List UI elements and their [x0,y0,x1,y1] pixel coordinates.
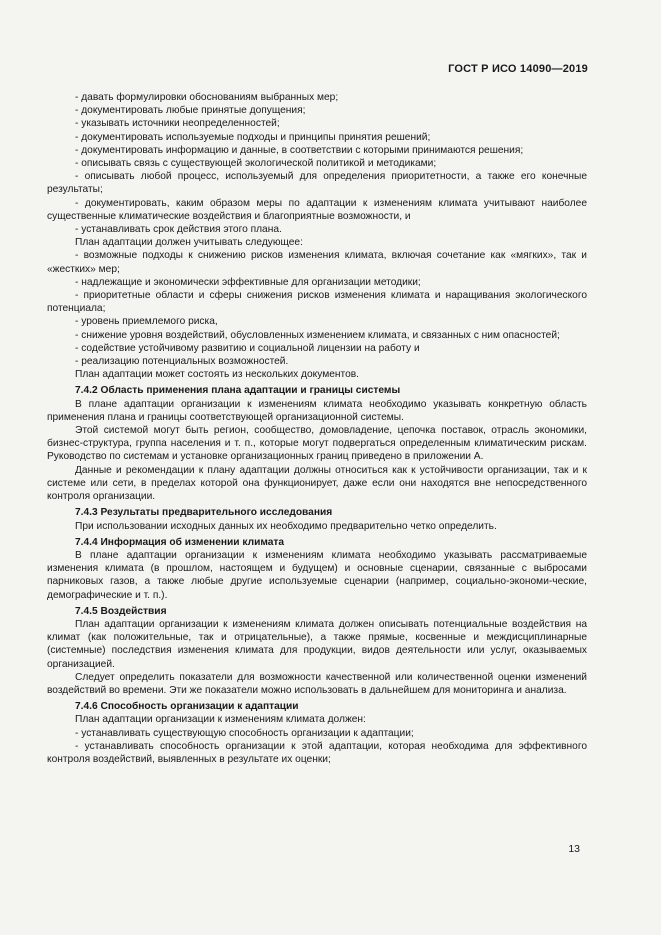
list-item: - давать формулировки обоснованиям выбранных мер; [75,92,339,103]
list-item: - описывать связь с существующей экологической политикой и методиками; [75,158,437,170]
list-item: - устанавливать существующую способность организации к адаптации; [75,727,414,739]
list-item: - возможные подходы к снижению рисков изменения климата, включая сочетание как «мягких», так и «жестких» мер; [47,250,587,275]
paragraph: В плане адаптации организации к изменениям климата необходимо указывать рассматриваемые изменения климата (в прошлом, настоящем и будущем) и основные сценарии, связанные с выбросами парниковых газов, а также любые другие используемые сценарии (например, социально-экономи-ческие, демографические и т. п.). [47,549,587,601]
list-item: - документировать, каким образом меры по адаптации к изменениям климата учитывают наиболее существенные климатические воздействия и благоприятные возможности, и [47,197,587,222]
list-item: - уровень приемлемого риска, [75,316,218,328]
paragraph: В плане адаптации организации к изменениям климата необходимо указывать конкретную область применения плана и границы соответствующей организационной системы. [47,398,587,423]
paragraph: Следует определить показатели для возможности качественной или количественной оценки изменений воздействий во времени. Эти же показатели можно использовать в дальнейшем для мониторинга и анализа. [47,671,587,696]
paragraph: План адаптации организации к изменениям климата должен описывать потенциальные воздействия на климат (как положительные, так и отрицательные), а также прямые, косвенные и междисциплинарные (системные) последствия изменения климата для продукции, видов деятельности или услуг, оказываемых организацией. [47,618,587,670]
paragraph: При использовании исходных данных их необходимо предварительно четко определить. [75,520,497,532]
section-heading: 7.4.3 Результаты предварительного исследования [75,507,333,519]
list-item: - описывать любой процесс, используемый для определения приоритетности, а также его конечные результаты; [47,171,587,196]
paragraph: Этой системой могут быть регион, сообщество, домовладение, цепочка поставок, отрасль экономики, бизнес-структура, группа населения и т. п., которые могут подвергаться определенным климатическим рискам. Руководство по системам и установке организационных границ приведено в приложении А. [47,425,587,463]
paragraph: План адаптации организации к изменениям климата должен: [75,714,366,726]
list-item: - реализацию потенциальных возможностей. [75,356,289,368]
section-heading: 7.4.5 Воздействия [75,605,167,617]
section-heading: 7.4.4 Информация об изменении климата [75,536,285,548]
document-body [47,91,587,766]
list-item: - устанавливать срок действия этого плана. [75,224,282,236]
standard-header: ГОСТ Р ИСО 14090—2019 [448,63,588,75]
paragraph: План адаптации должен учитывать следующее: [75,237,303,249]
paragraph: План адаптации может состоять из нескольких документов. [75,369,359,381]
section-heading: 7.4.6 Способность организации к адаптации [75,701,299,713]
list-item: - документировать используемые подходы и принципы принятия решений; [75,131,431,143]
page-number: 13 [568,843,580,855]
list-item: - надлежащие и экономически эффективные для организации методики; [75,276,421,288]
paragraph: Данные и рекомендации к плану адаптации должны относиться как к устойчивости организации, так и к системе или сети, в пределах которой она функционирует, даже если они находятся вне непосредственного контроля организации. [47,464,587,503]
list-item: - содействие устойчивому развитию и социальной лицензии на работу и [75,342,420,354]
list-item: - снижение уровня воздействий, обусловленных изменением климата, и связанных с ним опасностей; [75,329,560,341]
list-item: - указывать источники неопределенностей; [75,118,280,130]
section-heading: 7.4.2 Область применения плана адаптации и границы системы [75,385,401,397]
list-item: - устанавливать способность организации к этой адаптации, которая необходима для эффективного контроля воздействий, выявленных в результате их оценки; [47,740,587,765]
list-item: - приоритетные области и сферы снижения рисков изменения климата и наращивания экологического потенциала; [47,290,587,315]
list-item: - документировать любые принятые допущения; [75,105,306,117]
list-item: - документировать информацию и данные, в соответствии с которыми принимаются решения; [75,144,524,156]
